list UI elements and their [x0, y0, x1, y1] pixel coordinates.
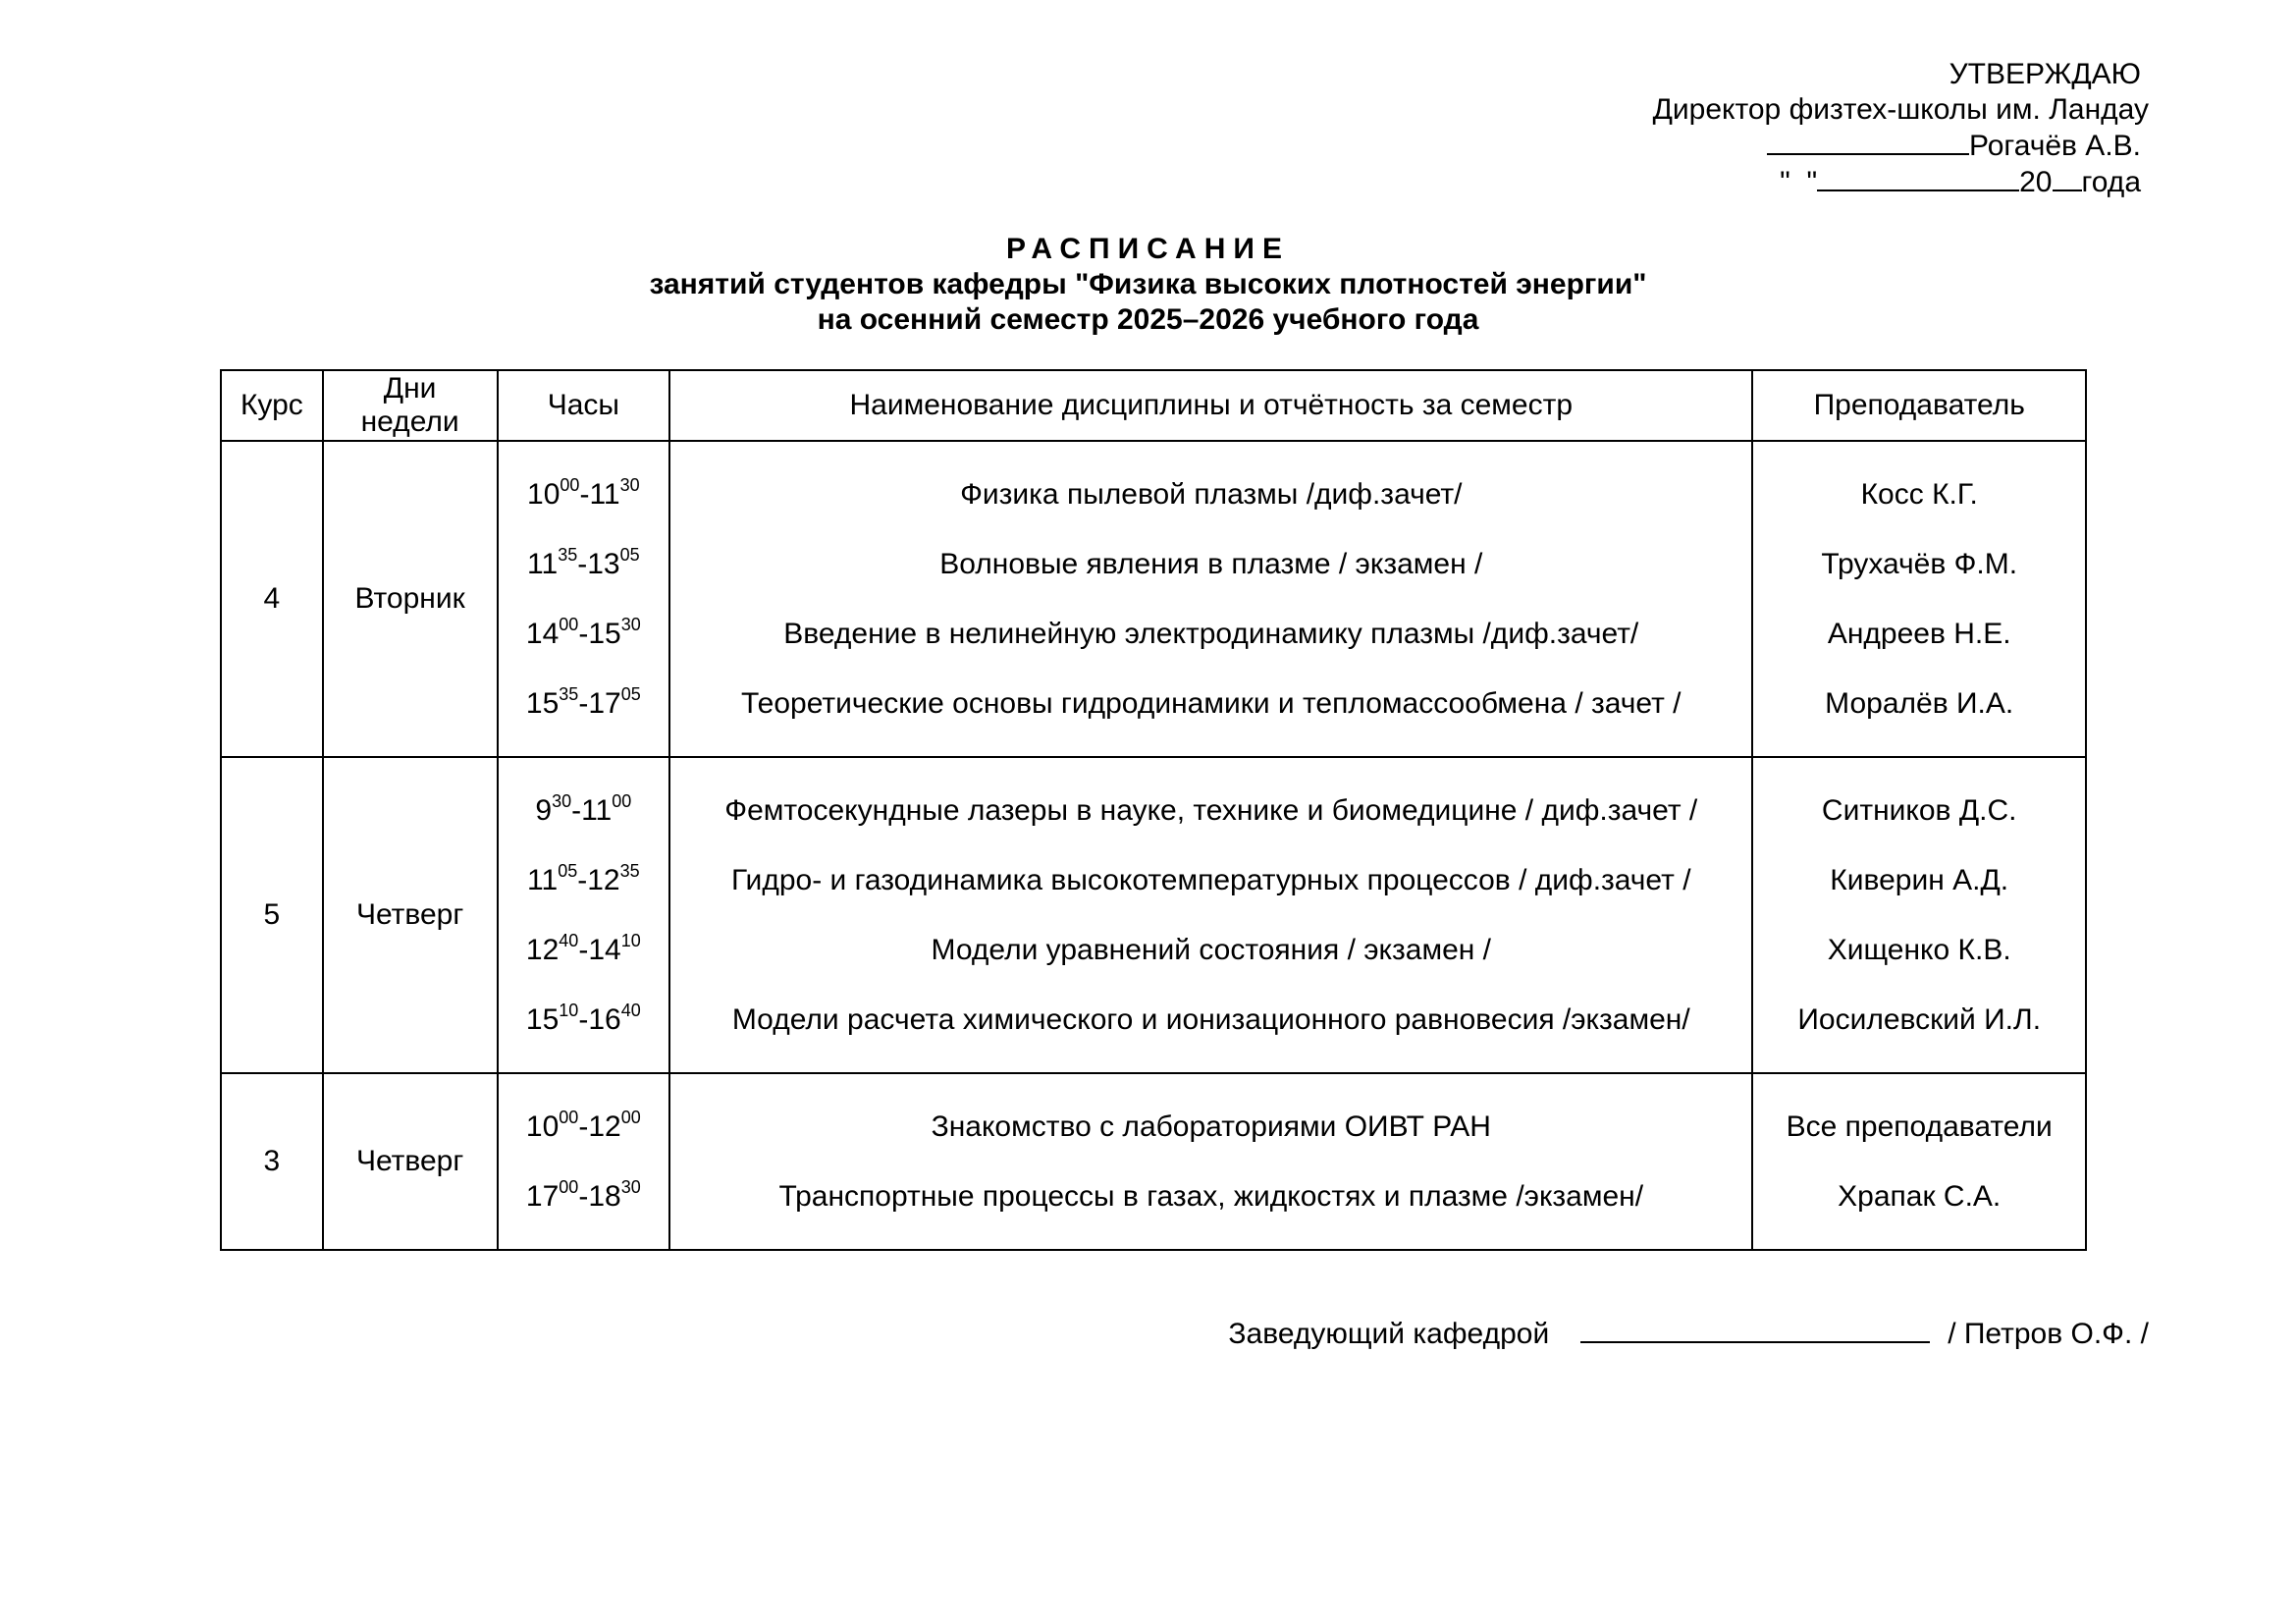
discipline-cell	[669, 1073, 1752, 1250]
discipline-cell	[669, 441, 1752, 757]
end-hour: 11	[581, 794, 613, 827]
document-header	[0, 232, 2296, 338]
start-minute: 40	[559, 931, 579, 950]
start-hour: 15	[525, 687, 560, 720]
start-hour: 10	[525, 1110, 560, 1143]
start-hour: 14	[525, 618, 560, 650]
start-minute: 00	[560, 475, 580, 495]
teacher-cell	[1752, 757, 2086, 1073]
hours-cell	[498, 441, 670, 757]
end-minute: 00	[620, 1108, 641, 1127]
teacher-name: Косс К.Г.	[1860, 478, 1978, 511]
date-month-blank	[1817, 164, 2019, 191]
document-title: РАСПИСАНИЕ	[1006, 233, 1290, 265]
end-hour: 16	[588, 1003, 621, 1036]
start-hour: 11	[527, 864, 559, 896]
start-minute: 00	[559, 1108, 579, 1127]
teacher-name: Моралёв И.А.	[1825, 687, 2014, 720]
end-minute: 40	[620, 1001, 641, 1020]
end-minute: 05	[620, 684, 641, 704]
teacher-name: Иосилевский И.Л.	[1797, 1003, 2042, 1036]
date-year: 20	[2019, 166, 2053, 198]
approval-block	[1653, 57, 2149, 200]
start-hour: 9	[535, 794, 553, 827]
time-slot: $12^{40}-14^{10}$	[525, 931, 641, 966]
discipline-name: Знакомство с лабораториями ОИВТ РАН	[931, 1110, 1491, 1143]
discipline-name: Гидро- и газодинамика высокотемпературных процессов / диф.зачет /	[731, 864, 1691, 896]
approval-date-line	[1653, 164, 2149, 200]
head-of-department-name: / Петров О.Ф. /	[1948, 1318, 2149, 1350]
column-header-hours: Часы	[498, 370, 670, 441]
end-hour: 17	[588, 687, 621, 720]
start-minute: 00	[559, 615, 579, 634]
approval-signature-line	[1653, 128, 2149, 164]
end-hour: 14	[588, 934, 621, 966]
document-subtitle: занятий студентов кафедры "Физика высоких плотностей энергии"	[649, 268, 1647, 300]
time-slot: $17^{00}-18^{30}$	[525, 1177, 641, 1213]
end-minute: 35	[619, 861, 640, 881]
start-minute: 35	[558, 545, 578, 565]
end-minute: 30	[620, 1177, 641, 1197]
start-hour: 10	[527, 478, 561, 511]
column-header-day: Дни недели	[323, 370, 498, 441]
discipline-name: Транспортные процессы в газах, жидкостях и плазме /экзамен/	[778, 1180, 1644, 1213]
course-cell: 4	[221, 441, 323, 757]
time-slot: $15^{35}-17^{05}$	[525, 684, 641, 720]
teacher-name: Киверин А.Д.	[1830, 864, 2009, 896]
teacher-name: Храпак С.А.	[1838, 1180, 2002, 1213]
day-cell: Четверг	[323, 1073, 498, 1250]
day-cell: Вторник	[323, 441, 498, 757]
time-slot: $14^{00}-15^{30}$	[525, 615, 641, 650]
table-header-row	[221, 370, 2086, 441]
discipline-name: Теоретические основы гидродинамики и тепломассообмена / зачет /	[741, 687, 1682, 720]
discipline-cell	[669, 757, 1752, 1073]
start-minute: 10	[559, 1001, 579, 1020]
time-slot: $11^{05}-12^{35}$	[527, 861, 640, 896]
column-header-course: Курс	[221, 370, 323, 441]
time-slot: $15^{10}-16^{40}$	[525, 1001, 641, 1036]
end-hour: 11	[589, 478, 620, 511]
start-hour: 15	[525, 1003, 560, 1036]
day-cell: Четверг	[323, 757, 498, 1073]
course-cell: 3	[221, 1073, 323, 1250]
end-minute: 10	[620, 931, 641, 950]
teacher-name: Ситников Д.С.	[1821, 794, 2017, 827]
discipline-name: Модели расчета химического и ионизационного равновесия /экзамен/	[731, 1003, 1690, 1036]
teacher-name: Хищенко К.В.	[1827, 934, 2011, 966]
teacher-name: Трухачёв Ф.М.	[1821, 548, 2018, 580]
end-minute: 00	[612, 791, 632, 811]
column-header-discipline: Наименование дисциплины и отчётность за семестр	[669, 370, 1752, 441]
start-hour: 11	[527, 548, 559, 580]
approval-heading: УТВЕРЖДАЮ	[1949, 58, 2141, 90]
start-minute: 35	[559, 684, 579, 704]
date-year-blank	[2053, 164, 2082, 191]
discipline-name: Введение в нелинейную электродинамику плазмы /диф.зачет/	[783, 618, 1639, 650]
date-suffix: года	[2081, 166, 2141, 198]
end-hour: 18	[588, 1180, 621, 1213]
discipline-name: Волновые явления в плазме / экзамен /	[939, 548, 1483, 580]
end-hour: 15	[588, 618, 621, 650]
head-signature-blank	[1580, 1316, 1930, 1343]
table-row	[221, 441, 2086, 757]
end-minute: 30	[619, 475, 640, 495]
time-slot: $10^{00}-11^{30}$	[527, 475, 640, 511]
footer-signature	[1228, 1316, 2149, 1351]
discipline-name: Модели уравнений состояния / экзамен /	[931, 934, 1491, 966]
end-hour: 12	[588, 1110, 621, 1143]
head-of-department-label: Заведующий кафедрой	[1228, 1318, 1550, 1350]
time-slot: $11^{35}-13^{05}$	[527, 545, 640, 580]
hours-cell	[498, 757, 670, 1073]
end-hour: 13	[587, 548, 620, 580]
teacher-cell	[1752, 441, 2086, 757]
start-minute: 00	[559, 1177, 579, 1197]
discipline-name: Фемтосекундные лазеры в науке, технике и биомедицине / диф.зачет /	[724, 794, 1698, 827]
start-hour: 17	[525, 1180, 560, 1213]
teacher-name: Андреев Н.Е.	[1827, 618, 2011, 650]
course-cell: 5	[221, 757, 323, 1073]
approval-position: Директор физтех-школы им. Ландау	[1652, 93, 2149, 126]
discipline-name: Физика пылевой плазмы /диф.зачет/	[960, 478, 1463, 511]
start-minute: 30	[552, 791, 572, 811]
signature-blank	[1767, 128, 1969, 155]
start-minute: 05	[558, 861, 578, 881]
table-row	[221, 757, 2086, 1073]
end-minute: 05	[619, 545, 640, 565]
hours-cell	[498, 1073, 670, 1250]
date-quotes: " "	[1780, 166, 1818, 198]
schedule-table	[220, 369, 2087, 1251]
approval-name: Рогачёв А.В.	[1969, 130, 2141, 162]
teacher-name: Все преподаватели	[1786, 1110, 2053, 1143]
column-header-teacher: Преподаватель	[1752, 370, 2086, 441]
document-term: на осенний семестр 2025–2026 учебного года	[817, 303, 1479, 336]
table-row	[221, 1073, 2086, 1250]
start-hour: 12	[525, 934, 560, 966]
end-minute: 30	[620, 615, 641, 634]
time-slot: $10^{00}-12^{00}$	[525, 1108, 641, 1143]
time-slot: $9^{30}-11^{00}$	[535, 791, 632, 827]
schedule-body	[221, 441, 2086, 1250]
end-hour: 12	[587, 864, 620, 896]
teacher-cell	[1752, 1073, 2086, 1250]
